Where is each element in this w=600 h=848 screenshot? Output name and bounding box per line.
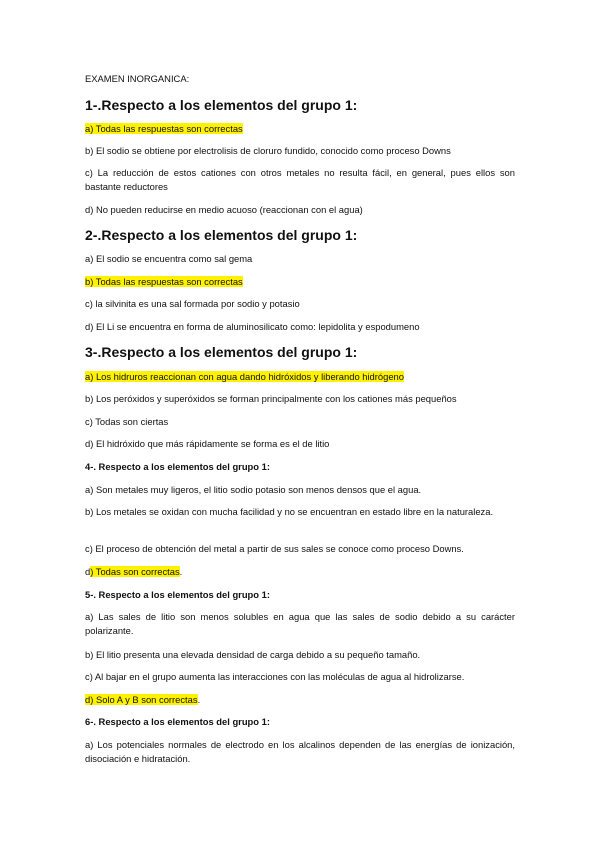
q4-option-d-suffix: . [179, 566, 183, 577]
q4-option-d-text: ) Todas son correctas [90, 566, 180, 577]
q1-option-d: d) No pueden reducirse en medio acuoso (reaccionan con el agua) [85, 204, 363, 215]
q1-option-c: c) La reducción de estos cationes con otros metales no resulta fácil, en general, pues ellos son bastante reductores [85, 167, 515, 192]
q3-option-d: d) El hidróxido que más rápidamente se forma es el de litio [85, 438, 330, 449]
q4-option-d-prefix: d [85, 566, 91, 577]
q5-option-d-suffix: . [197, 694, 201, 705]
q3-option-b: b) Los peróxidos y superóxidos se forman principalmente con los cationes más pequeños [85, 393, 457, 404]
q4-option-a: a) Son metales muy ligeros, el litio sodio potasio son menos densos que el agua. [85, 484, 422, 495]
q3-option-a [85, 370, 515, 384]
question-1-title: 1-.Respecto a los elementos del grupo 1: [85, 97, 358, 113]
q5-option-a: a) Las sales de litio son menos solubles en agua que las sales de sodio debido a su carácter polarizante. [85, 611, 515, 636]
question-2-title: 2-.Respecto a los elementos del grupo 1: [85, 227, 358, 243]
question-3-title: 3-.Respecto a los elementos del grupo 1: [85, 344, 358, 360]
q4-option-c: c) El proceso de obtención del metal a partir de sus sales se conoce como proceso Downs. [85, 543, 464, 554]
exam-title: EXAMEN INORGANICA: [85, 73, 190, 84]
q4-option-d [85, 565, 515, 579]
q5-option-d [85, 693, 515, 707]
q4-option-b: b) Los metales se oxidan con mucha facilidad y no se encuentran en estado libre en la naturaleza. [85, 506, 494, 517]
q5-option-b: b) El litio presenta una elevada densidad de carga debido a su pequeño tamaño. [85, 649, 421, 660]
q1-option-a-text: a) Todas las respuestas son correctas [85, 123, 243, 134]
q2-option-b-text: b) Todas las respuestas son correctas [85, 276, 243, 287]
q5-option-d-text: d) Solo A y B son correctas [85, 694, 198, 705]
q2-option-b [85, 275, 515, 289]
q2-option-c: c) la silvinita es una sal formada por sodio y potasio [85, 298, 300, 309]
q6-option-a: a) Los potenciales normales de electrodo en los alcalinos dependen de las energías de ionización, disociación e hidratación. [85, 739, 515, 764]
q5-option-c: c) Al bajar en el grupo aumenta las interacciones con las moléculas de agua al hidrolizarse. [85, 671, 465, 682]
q2-option-d: d) El Li se encuentra en forma de aluminosilicato como: lepidolita y espodumeno [85, 321, 420, 332]
q1-option-b: b) El sodio se obtiene por electrolisis de cloruro fundido, conocido como proceso Downs [85, 145, 451, 156]
question-5-title: 5-. Respecto a los elementos del grupo 1: [85, 589, 270, 600]
q3-option-a-text: a) Los hidruros reaccionan con agua dando hidróxidos y liberando hidrógeno [85, 371, 404, 382]
question-6-title: 6-. Respecto a los elementos del grupo 1: [85, 716, 270, 727]
q3-option-c: c) Todas son ciertas [85, 416, 169, 427]
q2-option-a: a) El sodio se encuentra como sal gema [85, 253, 253, 264]
question-4-title: 4-. Respecto a los elementos del grupo 1: [85, 461, 270, 472]
q1-option-a [85, 122, 515, 136]
